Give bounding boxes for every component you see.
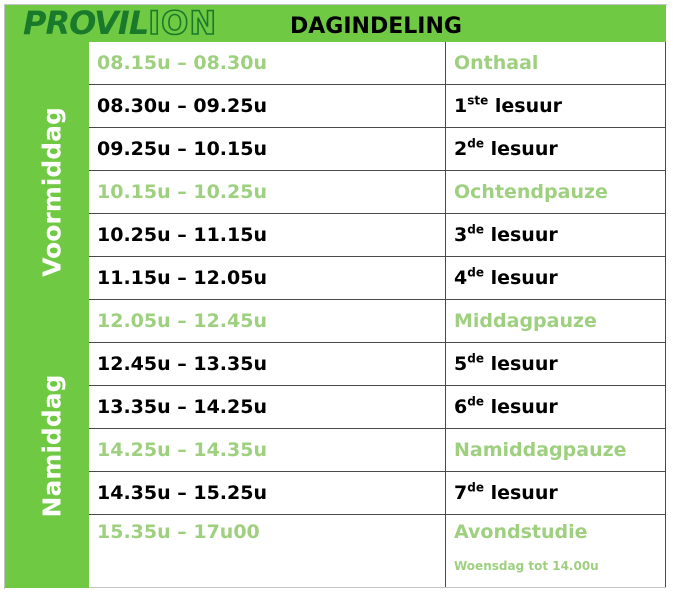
activity-cell (446, 128, 666, 170)
time-cell: 08.30u – 09.25u (89, 85, 446, 127)
activity-label: Namiddagpauze (454, 439, 627, 461)
activity-text (454, 353, 558, 375)
logo-solid-text: PROVIL (23, 4, 149, 42)
ordinal-suffix: de (467, 265, 484, 280)
activity-text (454, 310, 597, 332)
time-cell: 14.25u – 14.35u (89, 429, 446, 471)
schedule-row (89, 429, 666, 472)
activity-cell (446, 171, 666, 213)
schedule-table (89, 42, 666, 588)
ordinal-suffix: de (467, 394, 484, 409)
activity-label: lesuur (483, 138, 558, 160)
page-title: DAGINDELING (290, 14, 462, 39)
time-cell: 15.35u – 17u00 (89, 515, 446, 588)
day-part-band (5, 42, 89, 588)
lesson-number: 7 (454, 482, 468, 504)
ordinal-suffix: ste (467, 93, 489, 108)
table-right-border (665, 42, 666, 588)
ordinal-suffix: de (467, 480, 484, 495)
schedule-row (89, 343, 666, 386)
activity-text (454, 138, 558, 160)
time-cell: 09.25u – 10.15u (89, 128, 446, 170)
activity-label: Onthaal (454, 52, 539, 74)
activity-text (454, 267, 558, 289)
schedule-row (89, 171, 666, 214)
lesson-number: 4 (454, 267, 468, 289)
schedule-row (89, 257, 666, 300)
time-cell: 08.15u – 08.30u (89, 42, 446, 84)
table-bottom-border (89, 587, 666, 588)
lesson-number: 2 (454, 138, 468, 160)
activity-cell (446, 515, 666, 588)
afternoon-label: Namiddag (37, 374, 67, 518)
activity-label: lesuur (483, 482, 558, 504)
schedule-row (89, 214, 666, 257)
activity-text (454, 52, 538, 74)
header-bar (5, 5, 666, 42)
activity-label: lesuur (483, 267, 558, 289)
logo-outline-text: ION (148, 4, 218, 42)
schedule-row-evening (89, 515, 666, 588)
ordinal-suffix: de (467, 222, 484, 237)
activity-cell (446, 429, 666, 471)
activity-label: Ochtendpauze (454, 181, 608, 203)
time-cell: 13.35u – 14.25u (89, 386, 446, 428)
activity-cell (446, 472, 666, 514)
activity-text (454, 224, 558, 246)
activity-text (454, 396, 558, 418)
lesson-number: 6 (454, 396, 468, 418)
lesson-number: 3 (454, 224, 468, 246)
activity-label: lesuur (488, 95, 563, 117)
time-cell: 10.15u – 10.25u (89, 171, 446, 213)
provilion-logo (23, 4, 218, 42)
lesson-number: 1 (454, 95, 468, 117)
activity-text (454, 439, 627, 461)
activity-cell (446, 214, 666, 256)
activity-cell (446, 42, 666, 84)
time-cell: 12.05u – 12.45u (89, 300, 446, 342)
activity-text (454, 181, 608, 203)
activity-cell (446, 85, 666, 127)
activity-text (454, 95, 562, 117)
activity-cell (446, 343, 666, 385)
ordinal-suffix: de (467, 136, 484, 151)
activity-cell (446, 386, 666, 428)
schedule-row (89, 42, 666, 85)
activity-cell (446, 257, 666, 299)
wednesday-note: Woensdag tot 14.00u (454, 559, 599, 573)
ordinal-suffix: de (467, 351, 484, 366)
activity-label: Avondstudie (454, 521, 588, 543)
activity-label: Middagpauze (454, 310, 597, 332)
schedule-row (89, 386, 666, 429)
schedule-row (89, 300, 666, 343)
time-cell: 10.25u – 11.15u (89, 214, 446, 256)
schedule-row (89, 472, 666, 515)
schedule-row (89, 128, 666, 171)
morning-label: Voormiddag (37, 107, 67, 277)
activity-label: lesuur (483, 353, 558, 375)
activity-text (454, 482, 558, 504)
lesson-number: 5 (454, 353, 468, 375)
time-cell: 11.15u – 12.05u (89, 257, 446, 299)
activity-cell (446, 300, 666, 342)
time-cell: 14.35u – 15.25u (89, 472, 446, 514)
schedule-row (89, 85, 666, 128)
activity-label: lesuur (483, 396, 558, 418)
activity-label: lesuur (483, 224, 558, 246)
time-cell: 12.45u – 13.35u (89, 343, 446, 385)
